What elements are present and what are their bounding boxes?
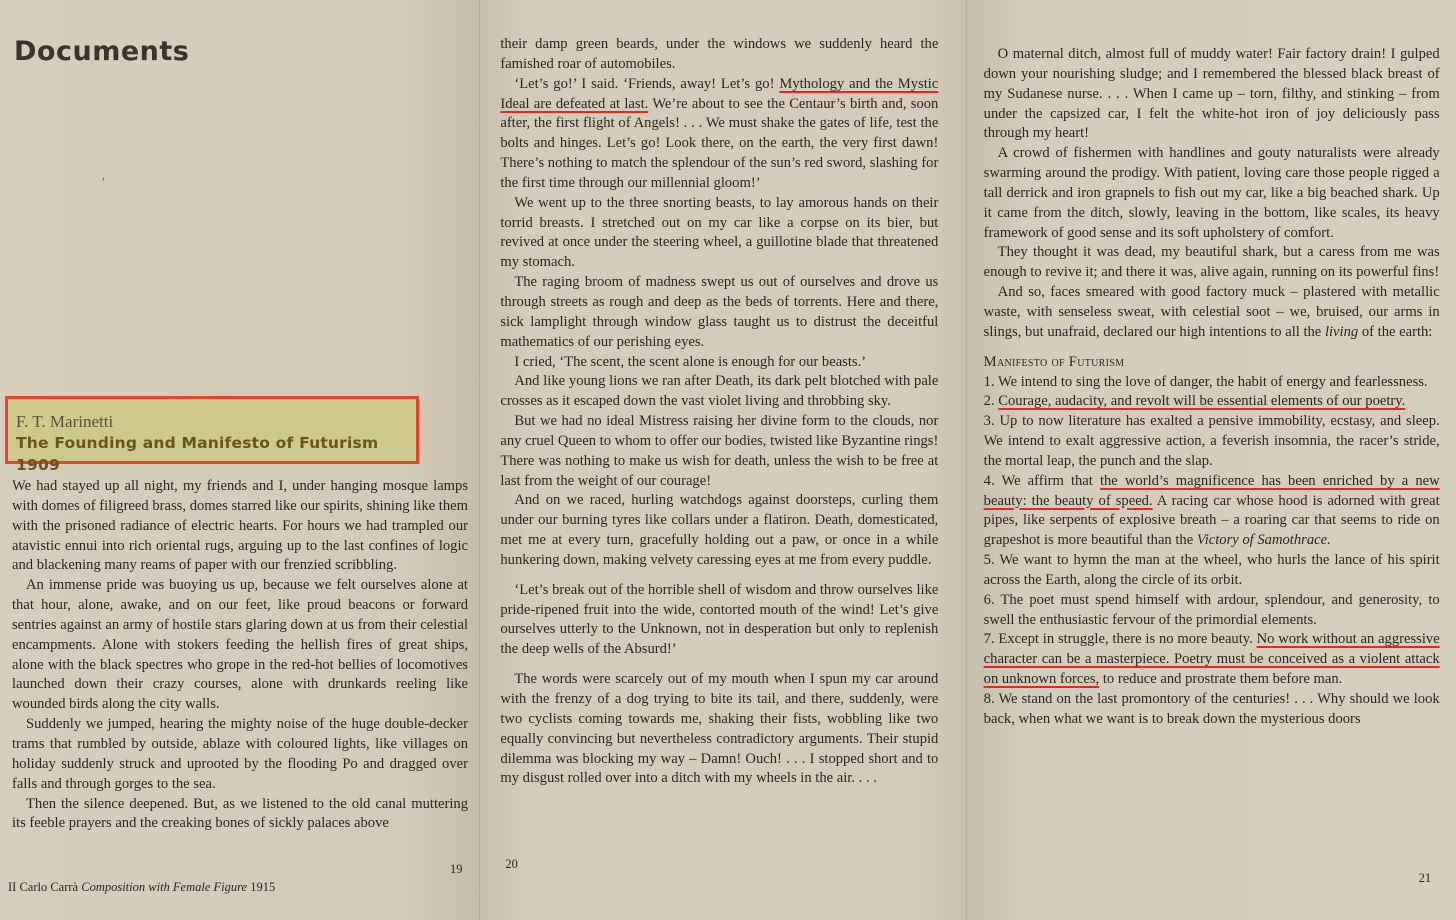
paragraph: The raging broom of madness swept us out of ourselves and drove us through streets as rough and deep as the beds of torrents. Here and there, sick lamplight through window glass taught us to distrust the deceitful mathematics of our perishing eyes. — [500, 274, 939, 350]
paragraph: An immense pride was buoying us up, because we felt ourselves alone at that hour, alone, awake, and on our feet, like proud beacons or forward sentries against an army of hostile stars glaring down at us from their celestial encampments. Alone with stokers feeding the hellish fires of great ships, alone with the black spectres who grope in the red-hot bellies of locomotives launched down their crazy courses, alone with drunkards reeling like wounded birds along the city walls. — [12, 577, 468, 713]
stray-mark: , — [102, 168, 105, 182]
paragraph-text: 4. We affirm that — [983, 472, 1093, 489]
page-number: 19 — [450, 862, 463, 876]
page-21 — [967, 0, 1456, 920]
underlined-passage: No work without an aggressive character can be a masterpiece. Poetry must be conceived as a violent attack on unknown forces, — [983, 631, 1440, 688]
paragraph-text: A racing car whose hood is adorned with great pipes, like serpents of explosive breath – a roaring car that seems to ride on grapeshot is more beautiful than the — [983, 492, 1440, 549]
manifesto-item: 3. Up to now literature has exalted a pensive immobility, ecstasy, and sleep. We intend to exalt aggressive action, a feverish insomnia, the racer’s stride, the mortal leap, the punch and the slap. — [983, 413, 1440, 469]
manifesto-item: 6. The poet must spend himself with ardour, splendour, and generosity, to swell the enthusiastic fervour of the primordial elements. — [983, 591, 1440, 628]
manifesto-item: 5. We want to hymn the man at the wheel, who hurls the lance of his spirit across the Earth, along the circle of its orbit. — [983, 552, 1440, 588]
italic-word: living — [1324, 323, 1359, 340]
paragraph: their damp green beards, under the windows we suddenly heard the famished roar of automobiles. — [500, 36, 939, 72]
paragraph-text: of the earth: — [1361, 323, 1433, 340]
underlined-passage: the world’s magnificence has been enriched by a new beauty: the beauty of speed. — [983, 472, 1440, 509]
paragraph: A crowd of fishermen with handlines and gouty naturalists were already swarming around the prodigy. With patient, loving care those people rigged a tall derrick and iron grapnels to fish out my car, like a big beached shark. Up it came from the ditch, slowly, leaving in the bottom, like scales, its heavy framework of good sense and its soft upholstery of comfort. — [983, 145, 1440, 241]
work-title: The Founding and Manifesto of Futurism 1909 — [16, 434, 379, 474]
paragraph: The words were scarcely out of my mouth when I spun my car around with the frenzy of a dog trying to bite its tail, and there, suddenly, were two cyclists coming towards me, shaking their fists, wobbling like two equally convincing but nevertheless contradictory arguments. Their stupid dilemma was blocking my way – Damn! Ouch! . . . I stopped short and to my disgust rolled over into a ditch with my wheels in the air. . . . — [500, 671, 939, 787]
figure-caption — [8, 880, 275, 895]
manifesto-item — [984, 472, 1440, 551]
paragraph: And on we raced, hurling watchdogs against doorsteps, curling them under our burning tyres like collars under a flatiron. Death, domesticated, met me at every turn, gracefully holding out a paw, or once in a while hunkering down, making velvety caressing eyes at me from every puddle. — [500, 492, 939, 568]
paragraph: But we had no ideal Mistress raising her divine form to the clouds, nor any cruel Queen to whom to offer our bodies, twisted like Byzantine rings! There was nothing to make us wish for death, unless the wish to be free at last from the weight of our courage! — [500, 413, 939, 489]
section-heading: Documents — [14, 36, 190, 67]
page-21-text — [984, 45, 1440, 730]
manifesto-item — [984, 392, 1440, 412]
paragraph: I cried, ‘The scent, the scent alone is enough for our beasts.’ — [514, 353, 867, 370]
caption-title: Composition with Female Figure — [81, 880, 248, 894]
manifesto-item: 1. We intend to sing the love of danger, the habit of energy and fearlessness. — [983, 373, 1428, 390]
paragraph — [984, 283, 1440, 343]
underlined-passage: Courage, audacity, and revolt will be essential elements of our poetry. — [998, 393, 1406, 410]
paragraph: ‘Let’s break out of the horrible shell of wisdom and throw ourselves like pride-ripened fruit into the wide, contorted mouth of the wind! Let’s give ourselves utterly to the Unknown, not in desperation but only to replenish the deep wells of the Absurd!’ — [500, 581, 939, 658]
page-20 — [480, 0, 965, 920]
paragraph-text: 7. Except in struggle, there is no more beauty. — [983, 631, 1253, 648]
paragraph-text: We’re about to see the Centaur’s birth and, soon after, the first flight of Angels! . . . We must shake the gates of life, test the bolts and hinges. Let’s go! Look there, on the earth, the very first dawn! There’s nothing to match the splendour of the sun’s red sword, slashing for the first time through our millennial gloom!’ — [500, 95, 939, 191]
page-number: 20 — [505, 857, 518, 871]
page-19-text — [12, 477, 468, 834]
page-number: 21 — [1418, 871, 1432, 885]
paragraph-text: And so, faces smeared with good factory muck – plastered with metallic waste, with senseless sweat, with celestial soot – we, bruised, our arms in slings, but unafraid, declared our high intentions to all the — [983, 284, 1440, 340]
caption-year: 1915 — [250, 880, 276, 894]
paragraph: They thought it was dead, my beautiful shark, but a caress from me was enough to revive it; and there it was, alive again, running on its powerful fins! — [983, 244, 1440, 281]
paragraph-text: ‘Let’s go!’ I said. ‘Friends, away! Let’s go! — [514, 75, 775, 92]
paragraph: O maternal ditch, almost full of muddy water! Fair factory drain! I gulped down your nourishing sludge; and I remembered the blessed black breast of my Sudanese nurse. . . . When I came up – torn, filthy, and stinking – from under the capsized car, I felt the white-hot iron of joy deliciously pass through my heart! — [983, 46, 1440, 142]
paragraph: And like young lions we ran after Death, its dark pelt blotched with pale crosses as it escaped down the vast violet living and throbbing sky. — [500, 373, 939, 410]
author-name: F. T. Marinetti — [16, 412, 114, 431]
paragraph: We went up to the three snorting beasts, to lay amorous hands on their torrid breasts. I stretched out on my car like a corpse on its bier, but revived at once under the steering wheel, a guillotine blade that threatened my stomach. — [500, 194, 939, 271]
manifesto-item: 8. We stand on the last promontory of the centuries! . . . Why should we look back, when what we want is to break down the mysterious doors — [983, 691, 1440, 727]
italic-title: Victory of Samothrace. — [1196, 532, 1331, 549]
manifesto-item — [984, 630, 1440, 690]
caption-prefix: II Carlo Carrà — [8, 880, 79, 894]
manifesto-heading: Manifesto of Futurism — [983, 353, 1125, 370]
page-20-text — [500, 35, 938, 789]
underlined-passage: Mythology and the Mystic Ideal are defeated at last. — [500, 75, 939, 112]
page-19 — [0, 0, 479, 920]
paragraph — [500, 75, 938, 194]
item-number: 2. — [983, 393, 995, 410]
paragraph-text: to reduce and prostrate them before man. — [1102, 671, 1343, 688]
paragraph: Suddenly we jumped, hearing the mighty noise of the huge double-decker trams that rumbled by outside, ablaze with coloured lights, like villages on holiday suddenly struck and uprooted by the flooding Po and dragged over falls and through gorges to the sea. — [12, 716, 468, 792]
paragraph: We had stayed up all night, my friends and I, under hanging mosque lamps with domes of filigreed brass, domes starred like our spirits, shining like them with the prisoned radiance of electric hearts. For hours we had trampled our atavistic ennui into rich oriental rugs, arguing up to the last confines of logic and blackening many reams of paper with our frenzied scribbling. — [12, 478, 468, 574]
paragraph: Then the silence deepened. But, as we listened to the old canal muttering its feeble prayers and the creaking bones of sickly palaces above — [12, 795, 468, 832]
highlighted-title-box — [5, 396, 419, 474]
